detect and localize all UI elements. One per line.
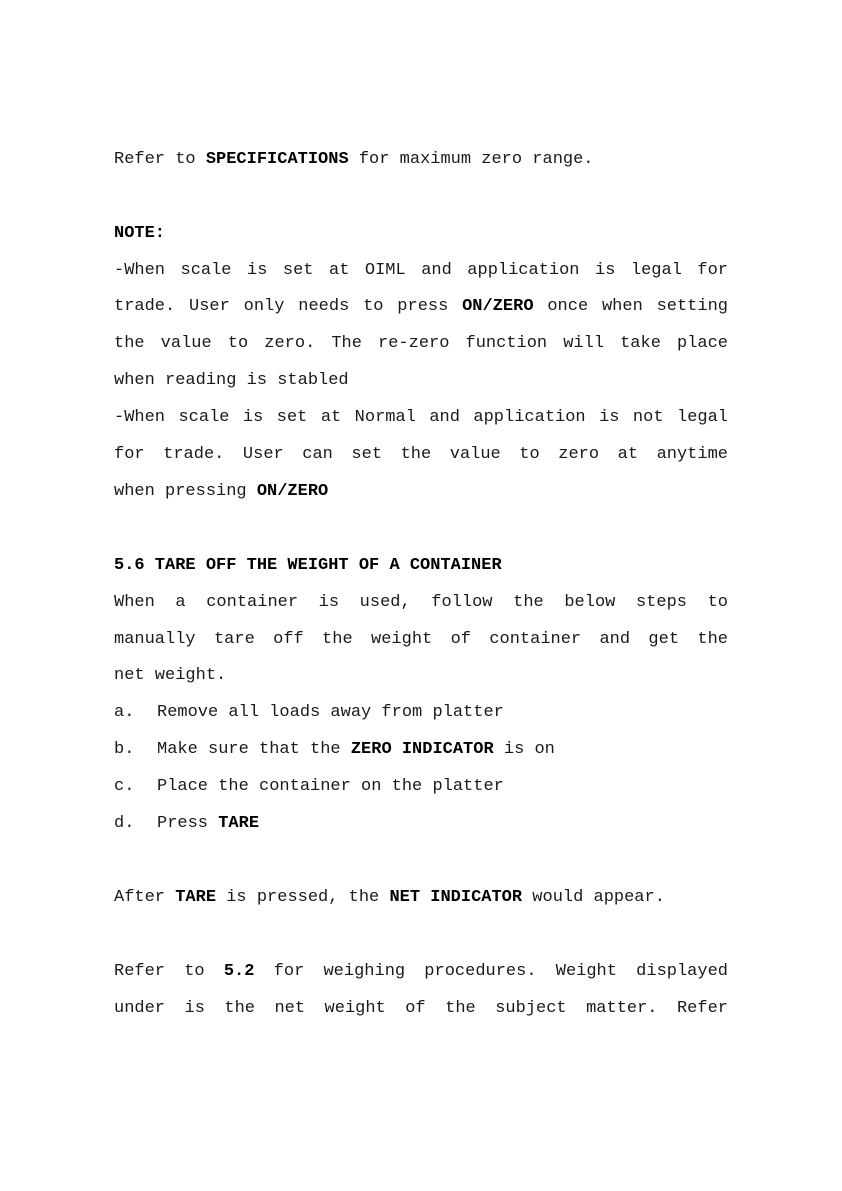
section-paragraph-line-1: When a container is used, follow the below steps to <box>114 593 728 612</box>
list-item: d. Press TARE <box>114 814 260 833</box>
note-line-5: -When scale is set at Normal and application is not legal <box>114 408 728 427</box>
intro-paragraph: Refer to SPECIFICATIONS for maximum zero range. <box>114 150 594 169</box>
section-heading: 5.6 TARE OFF THE WEIGHT OF A CONTAINER <box>114 556 502 575</box>
note-line-1: -When scale is set at OIML and application is legal for <box>114 261 728 280</box>
on-zero-term: ON/ZERO <box>462 297 534 316</box>
section-ref-term: 5.2 <box>223 962 255 981</box>
list-marker: a. <box>114 703 135 722</box>
after-tare-paragraph: After TARE is pressed, the NET INDICATOR would appear. <box>114 888 665 907</box>
tare-term: TARE <box>218 814 260 833</box>
note-line-6: for trade. User can set the value to zero at anytime <box>114 445 728 464</box>
refer-paragraph-line-2: under is the net weight of the subject matter. Refer <box>114 999 728 1018</box>
note-heading: NOTE: <box>114 224 166 243</box>
note-line-3: the value to zero. The re-zero function will take place <box>114 334 728 353</box>
list-item: b. Make sure that the ZERO INDICATOR is on <box>114 740 555 759</box>
list-item: a. Remove all loads away from platter <box>114 703 504 722</box>
specifications-term: SPECIFICATIONS <box>205 150 349 169</box>
list-marker: d. <box>114 814 135 833</box>
section-paragraph-line-3: net weight. <box>114 666 227 685</box>
zero-indicator-term: ZERO INDICATOR <box>350 740 494 759</box>
net-indicator-term: NET INDICATOR <box>389 888 523 907</box>
note-line-2: trade. User only needs to press ON/ZERO once when setting <box>114 297 728 316</box>
note-line-7: when pressing ON/ZERO <box>114 482 329 501</box>
note-line-4: when reading is stabled <box>114 371 349 390</box>
list-marker: b. <box>114 740 135 759</box>
refer-paragraph-line-1: Refer to 5.2 for weighing procedures. Weight displayed <box>114 962 728 981</box>
on-zero-term: ON/ZERO <box>256 482 329 501</box>
section-paragraph-line-2: manually tare off the weight of container and get the <box>114 630 728 649</box>
list-marker: c. <box>114 777 135 796</box>
tare-term: TARE <box>175 888 217 907</box>
list-item: c. Place the container on the platter <box>114 777 504 796</box>
